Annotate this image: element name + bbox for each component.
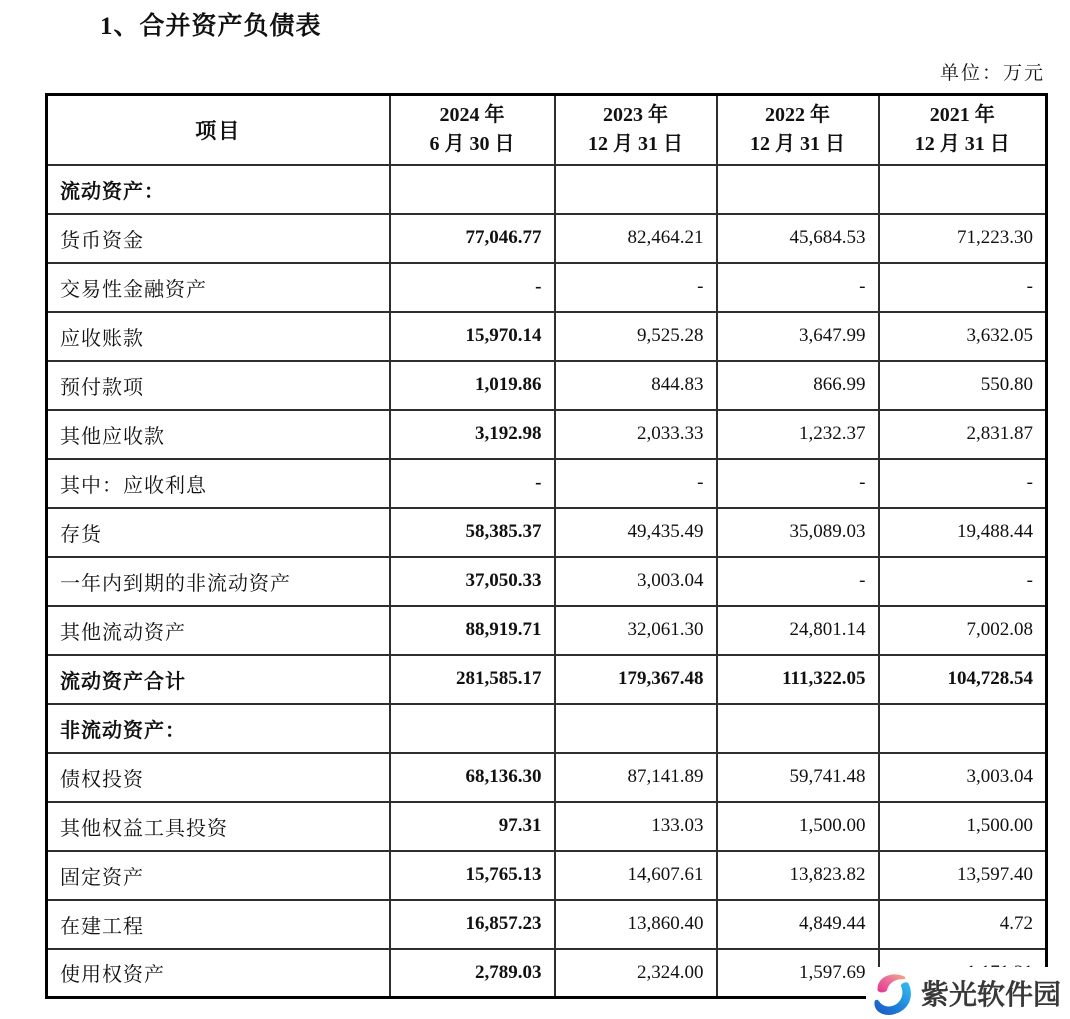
row-label: 应收账款 (47, 312, 390, 361)
row-label: 其他流动资产 (47, 606, 390, 655)
watermark-text: 紫光软件园 (921, 979, 1062, 1010)
row-value: 550.80 (879, 361, 1047, 410)
row-value: 1,019.86 (390, 361, 555, 410)
table-row (47, 606, 1047, 655)
row-value: 14,607.61 (555, 851, 717, 900)
page-title: 1、合并资产负债表 (100, 13, 322, 40)
row-value: 1,500.00 (879, 802, 1047, 851)
row-value: 3,647.99 (717, 312, 879, 361)
row-value (555, 165, 717, 214)
row-value: 3,632.05 (879, 312, 1047, 361)
table-row (47, 557, 1047, 606)
table-row (47, 165, 1047, 214)
row-label: 在建工程 (47, 900, 390, 949)
row-value: 49,435.49 (555, 508, 717, 557)
row-label: 非流动资产： (47, 704, 390, 753)
row-value (717, 165, 879, 214)
row-value: 68,136.30 (390, 753, 555, 802)
row-value: 844.83 (555, 361, 717, 410)
row-value (879, 704, 1047, 753)
row-value: 1,500.00 (717, 802, 879, 851)
row-value (555, 704, 717, 753)
row-value: 7,002.08 (879, 606, 1047, 655)
row-value: - (879, 557, 1047, 606)
row-value: 2,789.03 (390, 949, 555, 998)
row-value (717, 704, 879, 753)
row-value (390, 704, 555, 753)
row-value: 97.31 (390, 802, 555, 851)
row-value: - (717, 263, 879, 312)
row-value: 2,033.33 (555, 410, 717, 459)
row-label: 货币资金 (47, 214, 390, 263)
row-value: 2,831.87 (879, 410, 1047, 459)
row-value: 58,385.37 (390, 508, 555, 557)
row-value: 3,192.98 (390, 410, 555, 459)
row-value: 15,970.14 (390, 312, 555, 361)
row-value: 104,728.54 (879, 655, 1047, 704)
row-value: 3,003.04 (555, 557, 717, 606)
table-row (47, 508, 1047, 557)
row-value: - (717, 557, 879, 606)
row-value: - (390, 263, 555, 312)
row-value: 2,324.00 (555, 949, 717, 998)
row-label: 存货 (47, 508, 390, 557)
table-row (47, 312, 1047, 361)
table-header-row (47, 95, 1047, 165)
column-header-item: 项目 (47, 95, 390, 165)
row-label: 固定资产 (47, 851, 390, 900)
row-value: 4,849.44 (717, 900, 879, 949)
row-value: 281,585.17 (390, 655, 555, 704)
row-value: 15,765.13 (390, 851, 555, 900)
row-label: 一年内到期的非流动资产 (47, 557, 390, 606)
row-value: - (879, 459, 1047, 508)
row-value: 13,860.40 (555, 900, 717, 949)
row-value: 13,597.40 (879, 851, 1047, 900)
row-value: 111,322.05 (717, 655, 879, 704)
table-row (47, 459, 1047, 508)
row-value: 133.03 (555, 802, 717, 851)
row-value: 45,684.53 (717, 214, 879, 263)
table-row (47, 655, 1047, 704)
row-value: - (555, 459, 717, 508)
row-value: 1,232.37 (717, 410, 879, 459)
row-value: 866.99 (717, 361, 879, 410)
table-row (47, 753, 1047, 802)
row-value: 16,857.23 (390, 900, 555, 949)
table-row (47, 263, 1047, 312)
table-row (47, 410, 1047, 459)
table-row (47, 900, 1047, 949)
row-label: 流动资产： (47, 165, 390, 214)
row-label: 预付款项 (47, 361, 390, 410)
row-value (390, 165, 555, 214)
row-label: 交易性金融资产 (47, 263, 390, 312)
row-value: 87,141.89 (555, 753, 717, 802)
row-label: 其他应收款 (47, 410, 390, 459)
row-value: 32,061.30 (555, 606, 717, 655)
row-value: 13,823.82 (717, 851, 879, 900)
column-header-period: 2024 年 6 月 30 日 (390, 95, 555, 165)
table-row (47, 361, 1047, 410)
row-value: 35,089.03 (717, 508, 879, 557)
row-value: 71,223.30 (879, 214, 1047, 263)
row-value: 37,050.33 (390, 557, 555, 606)
row-value: 88,919.71 (390, 606, 555, 655)
row-label: 流动资产合计 (47, 655, 390, 704)
unit-label: 单位：万元 (939, 63, 1045, 84)
row-value: 179,367.48 (555, 655, 717, 704)
row-value: 24,801.14 (717, 606, 879, 655)
row-value: 9,525.28 (555, 312, 717, 361)
row-value (879, 165, 1047, 214)
row-value: 19,488.44 (879, 508, 1047, 557)
row-value: - (717, 459, 879, 508)
row-label: 其中：应收利息 (47, 459, 390, 508)
watermark (866, 967, 1070, 1019)
table-row (47, 214, 1047, 263)
row-value: - (390, 459, 555, 508)
table-row (47, 851, 1047, 900)
column-header-period: 2022 年 12 月 31 日 (717, 95, 879, 165)
column-header-period: 2023 年 12 月 31 日 (555, 95, 717, 165)
row-label: 债权投资 (47, 753, 390, 802)
row-value: - (879, 263, 1047, 312)
balance-sheet-table (45, 93, 1048, 999)
column-header-period: 2021 年 12 月 31 日 (879, 95, 1047, 165)
row-value: 3,003.04 (879, 753, 1047, 802)
row-value: - (555, 263, 717, 312)
row-label: 其他权益工具投资 (47, 802, 390, 851)
row-value: 1,597.69 (717, 949, 879, 998)
row-label: 使用权资产 (47, 949, 390, 998)
row-value: 82,464.21 (555, 214, 717, 263)
row-value: 4.72 (879, 900, 1047, 949)
table-row (47, 802, 1047, 851)
row-value: 59,741.48 (717, 753, 879, 802)
row-value: 77,046.77 (390, 214, 555, 263)
table-row (47, 704, 1047, 753)
watermark-swirl-logo-icon (870, 969, 916, 1017)
